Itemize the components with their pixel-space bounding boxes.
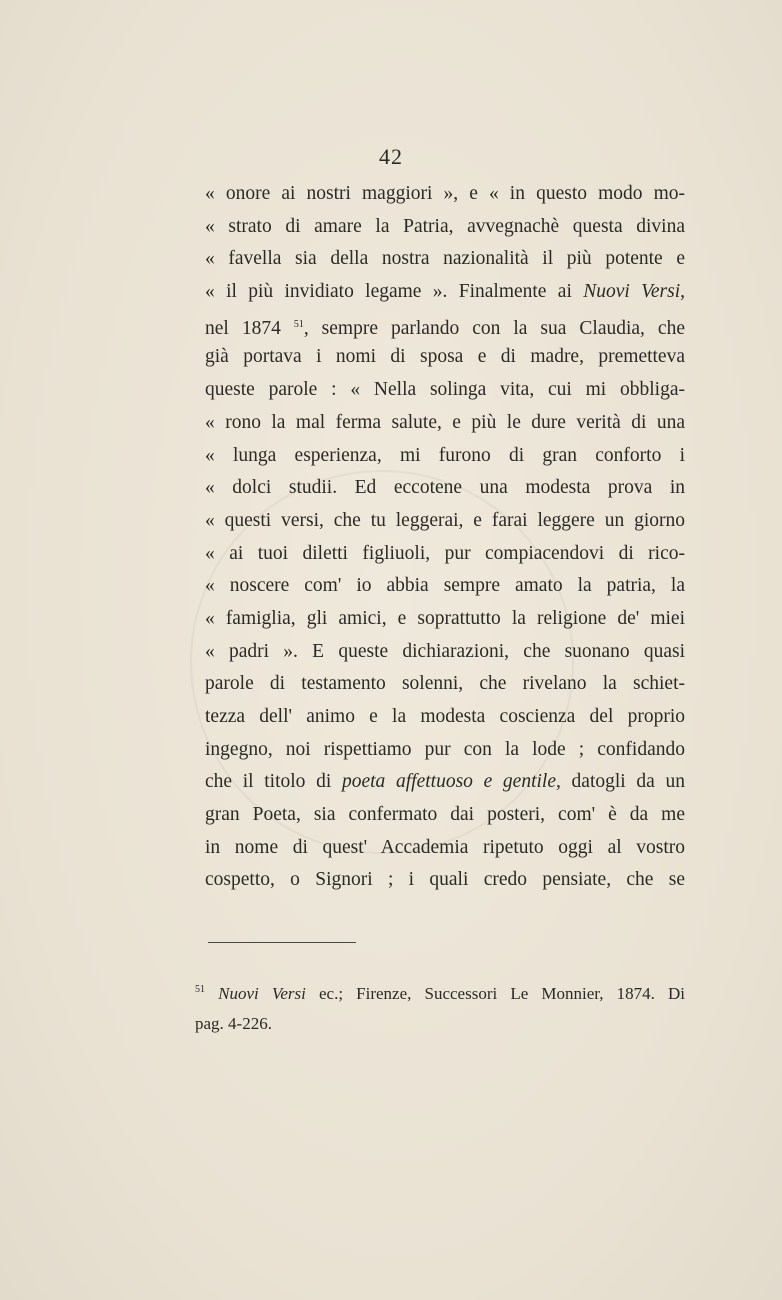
italic-title: Nuovi Versi: [218, 984, 306, 1003]
text-line: [205, 309, 685, 342]
text-line: [205, 276, 685, 309]
text-run: ingegno, noi rispettiamo pur con la lode ; confidando: [205, 738, 685, 760]
text-run: gran Poeta, sia confermato dai posteri, com' è da me: [205, 804, 685, 826]
text-run: « onore ai nostri maggiori », e « in questo modo mo-: [205, 183, 685, 204]
footnote-line: [195, 975, 685, 1009]
text-run: datogli da un: [560, 771, 685, 793]
text-run: « noscere com' io abbia sempre amato la patria, la: [205, 575, 685, 597]
text-line: [205, 636, 685, 669]
text-line: [205, 603, 685, 636]
text-run: « famiglia, gli amici, e soprattutto la religione de' miei: [205, 607, 685, 629]
text-line: [205, 734, 685, 767]
text-run: « dolci studii. Ed eccotene una modesta prova in: [205, 477, 685, 499]
text-line: [205, 701, 685, 734]
text-run: [205, 984, 218, 1003]
text-line: [205, 799, 685, 832]
text-line: [205, 341, 685, 374]
text-run: già portava i nomi di sposa e di madre, premetteva: [205, 346, 685, 368]
text-run: che il titolo di: [205, 771, 342, 793]
text-line: [205, 374, 685, 407]
text-run: nel 1874: [205, 317, 294, 339]
text-run: parole di testamento solenni, che rivelano la schiet-: [205, 673, 685, 695]
text-line: [205, 766, 685, 799]
text-run: cospetto, o Signori ; i quali credo pensiate, che se: [205, 869, 685, 891]
text-run: « rono la mal ferma salute, e più le dure verità di una: [205, 411, 685, 433]
footnote-divider: [208, 942, 356, 943]
italic-title: Nuovi Versi,: [583, 281, 685, 303]
italic-title: poeta affettuoso e gentile,: [341, 771, 561, 793]
text-run: « ai tuoi diletti figliuoli, pur compiacendovi di rico-: [205, 542, 685, 564]
text-line: [205, 243, 685, 276]
text-line: [205, 472, 685, 505]
text-run: , sempre parlando con la sua Claudia, che: [303, 317, 685, 339]
footnote-reference: 51: [195, 984, 205, 995]
text-run: « questi versi, che tu leggerai, e farai leggere un giorno: [205, 509, 685, 531]
main-text: [205, 178, 685, 897]
text-line: [205, 570, 685, 603]
text-run: queste parole : « Nella solinga vita, cui mi obbliga-: [205, 379, 685, 401]
page-number: 42: [379, 144, 403, 169]
text-run: « strato di amare la Patria, avvegnachè questa divina: [205, 215, 685, 237]
text-run: « padri ». E queste dichiarazioni, che suonano quasi: [205, 640, 685, 662]
text-run: ec.; Firenze, Successori Le Monnier, 1874. Di: [305, 984, 686, 1003]
text-run: pag. 4-226.: [195, 1014, 272, 1033]
text-line: [205, 211, 685, 244]
text-line: [205, 832, 685, 865]
text-run: « favella sia della nostra nazionalità il più potente e: [205, 248, 685, 270]
text-run: « il più invidiato legame ». Finalmente ai: [205, 281, 584, 303]
footnote: [195, 975, 685, 1039]
text-line: [205, 505, 685, 538]
text-run: tezza dell' animo e la modesta coscienza del proprio: [205, 706, 685, 727]
footnote-reference: 51: [293, 318, 304, 330]
text-line: [205, 407, 685, 440]
footnote-line: [195, 1009, 685, 1039]
text-line: [205, 538, 685, 571]
text-line: [205, 864, 685, 897]
text-run: in nome di quest' Accademia ripetuto oggi al vostro: [205, 836, 685, 858]
text-line: [205, 668, 685, 701]
text-line: [205, 440, 685, 473]
text-line: [205, 178, 685, 211]
text-run: « lunga esperienza, mi furono di gran conforto i: [205, 444, 685, 466]
